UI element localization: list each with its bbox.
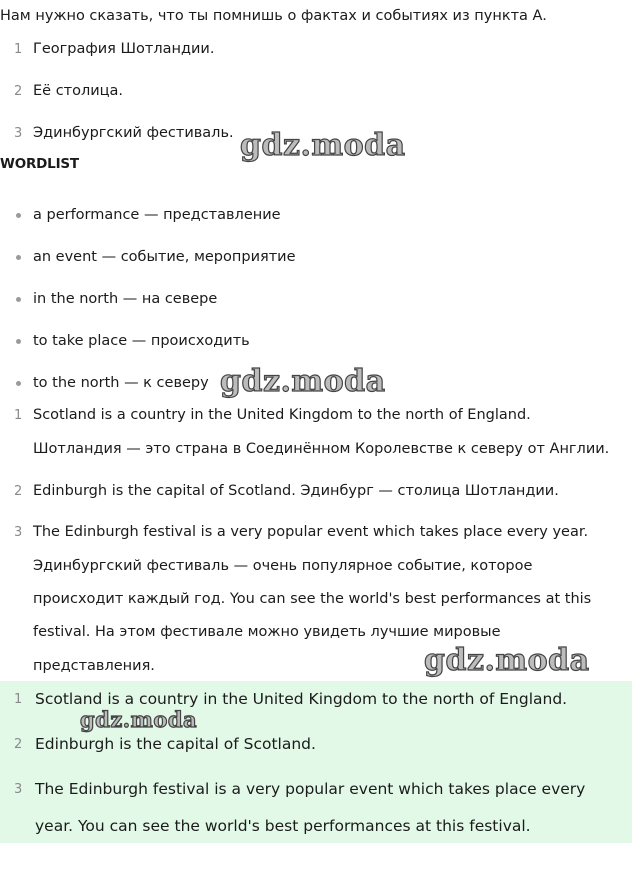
bullet-icon <box>16 255 21 260</box>
bullet-icon <box>16 213 21 218</box>
task-item-text: География Шотландии. <box>33 41 215 57</box>
wordlist-item: a performance — представление <box>33 207 281 223</box>
watermark-logo: gdz.moda <box>80 707 198 732</box>
wordlist-item: to the north — к северу <box>33 375 209 391</box>
answer-box <box>0 681 632 843</box>
answer-text: Scotland is a country in the United Kingdom to the north of England. <box>33 407 531 423</box>
wordlist-item: to take place — происходить <box>33 333 250 349</box>
bullet-icon <box>16 381 21 386</box>
task-item-text: Её столица. <box>33 83 124 99</box>
answer-number: 3 <box>14 525 23 540</box>
wordlist-item: an event — событие, мероприятие <box>33 249 296 265</box>
answer-number: 1 <box>14 692 23 707</box>
wordlist-heading: WORDLIST <box>0 156 79 172</box>
bullet-icon <box>16 297 21 302</box>
answer-number: 3 <box>14 782 23 797</box>
watermark-logo: gdz.moda <box>240 128 406 163</box>
task-item-number: 3 <box>14 126 23 141</box>
answer-number: 1 <box>14 408 23 423</box>
answer-text: происходит каждый год. You can see the world's best performances at this <box>33 591 592 607</box>
answer-text: Шотландия — это страна в Соединённом Королевстве к северу от Англии. <box>33 441 610 457</box>
answer-text: The Edinburgh festival is a very popular event which takes place every <box>35 780 586 798</box>
answer-text: представления. <box>33 658 155 674</box>
answer-text: Scotland is a country in the United Kingdom to the north of England. <box>35 690 568 708</box>
intro-text: Нам нужно сказать, что ты помнишь о фактах и событиях из пункта A. <box>0 8 547 24</box>
wordlist-item: in the north — на севере <box>33 291 218 307</box>
answer-text: festival. На этом фестивале можно увидеть лучшие мировые <box>33 624 501 640</box>
answer-number: 2 <box>14 484 23 499</box>
answer-text: Эдинбургский фестиваль — очень популярное событие, которое <box>33 558 533 574</box>
task-item-number: 1 <box>14 42 23 57</box>
answer-text: Edinburgh is the capital of Scotland. <box>35 735 316 753</box>
task-item-text: Эдинбургский фестиваль. <box>33 125 234 141</box>
watermark-logo: gdz.moda <box>220 364 386 399</box>
watermark-logo: gdz.moda <box>424 643 590 678</box>
task-item-number: 2 <box>14 84 23 99</box>
answer-number: 2 <box>14 737 23 752</box>
answer-text: The Edinburgh festival is a very popular event which takes place every year. <box>33 524 589 540</box>
answer-text: year. You can see the world's best performances at this festival. <box>35 817 531 835</box>
bullet-icon <box>16 339 21 344</box>
answer-text: Edinburgh is the capital of Scotland. Эдинбург — столица Шотландии. <box>33 483 559 499</box>
